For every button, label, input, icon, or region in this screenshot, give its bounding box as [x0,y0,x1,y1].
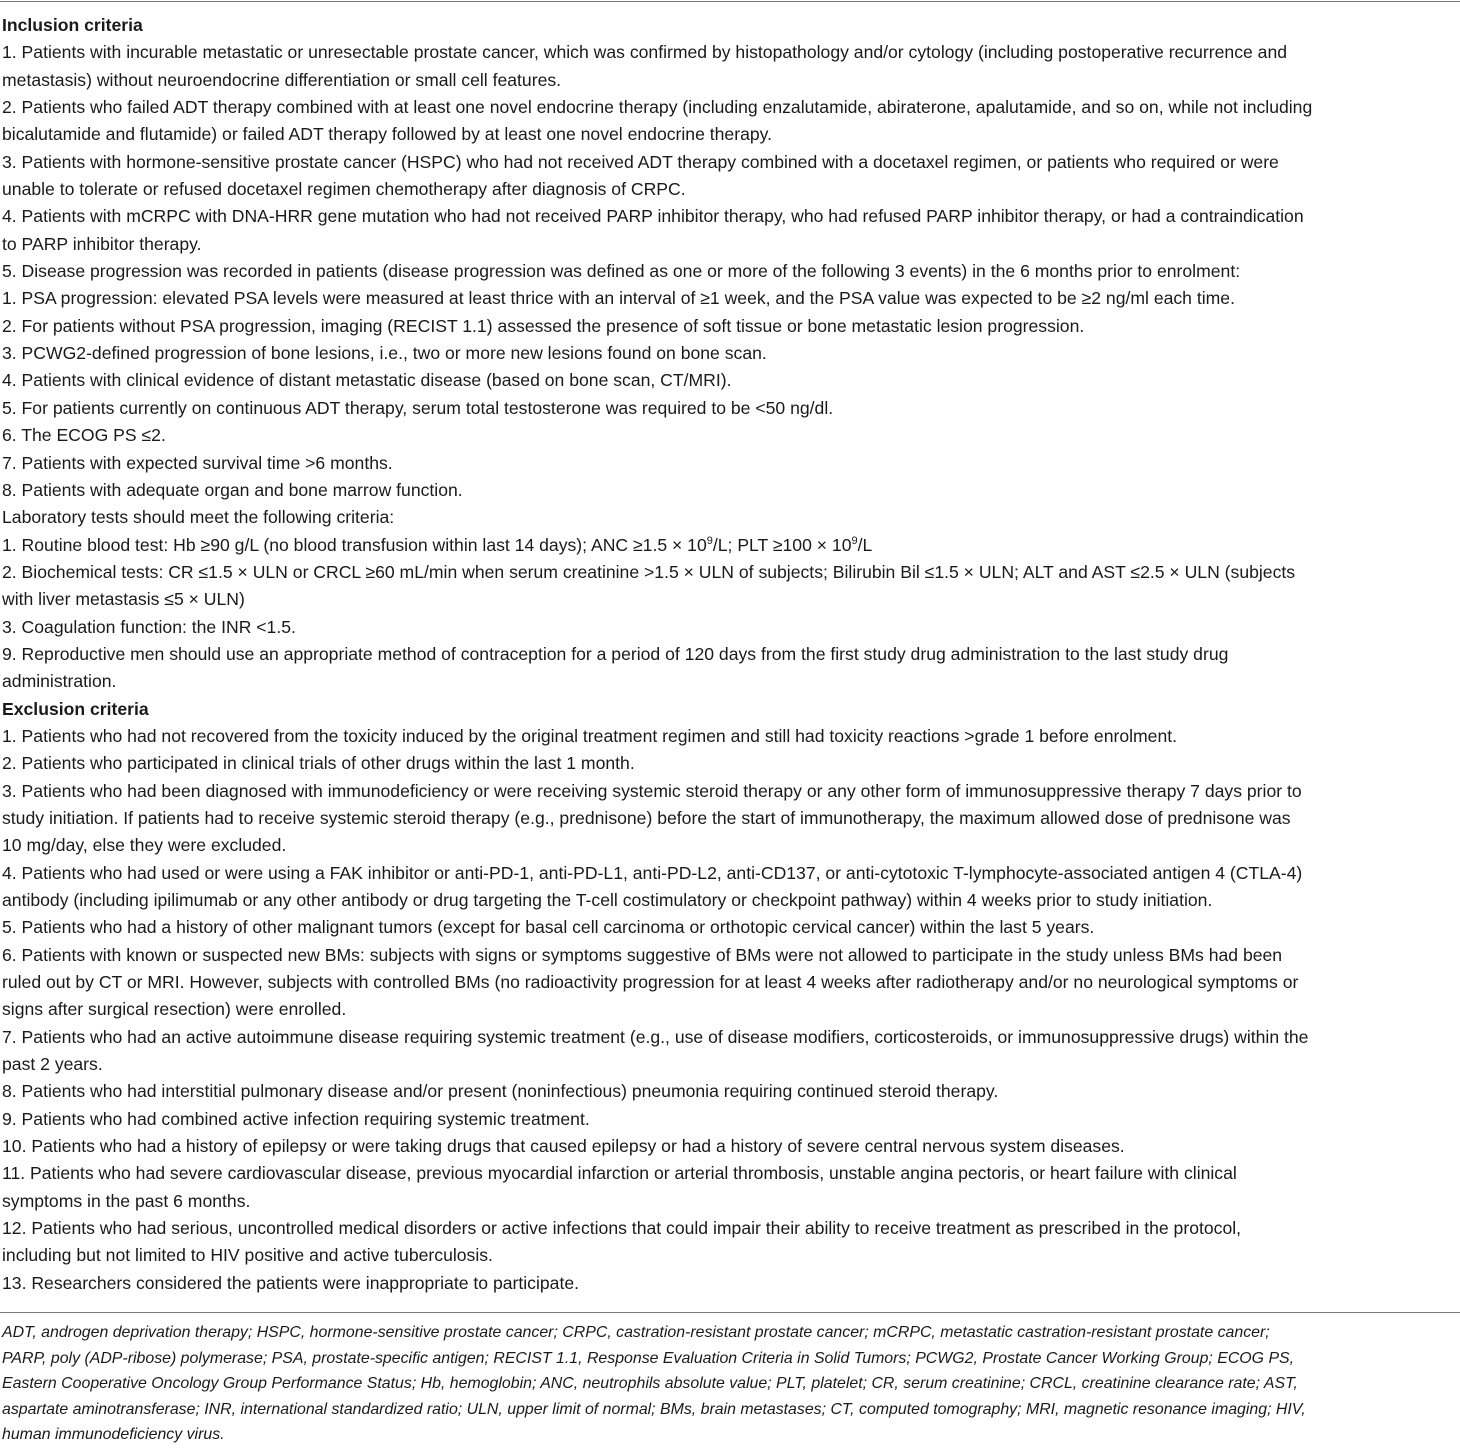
exclusion-line: 3. Patients who had been diagnosed with immunodeficiency or were receiving systemic steroid therapy or any other form of immunosuppressive therapy 7 days prior to [2,780,1302,801]
exclusion-line: 6. Patients with known or suspected new BMs: subjects with signs or symptoms suggestive of BMs were not allowed to participate in the study unless BMs had been [2,944,1283,965]
criteria-body [2,12,1458,1297]
footnote-line: ADT, androgen deprivation therapy; HSPC, hormone-sensitive prostate cancer; CRPC, castration-resistant prostate cancer; mCRPC, metastatic castration-resistant prostate cancer; [2,1324,1270,1341]
inclusion-line: with liver metastasis ≤5 × ULN) [2,589,245,610]
exclusion-line: 5. Patients who had a history of other malignant tumors (except for basal cell carcinoma or orthotopic cervical cancer) within the last 5 years. [2,917,1095,938]
footnote-line: human immunodeficiency virus. [2,1426,225,1444]
blood-test-text: /L [857,534,873,555]
inclusion-line: 3. Patients with hormone-sensitive prostate cancer (HSPC) who had not received ADT therapy combined with a docetaxel regimen, or patients who required or were [2,151,1279,172]
exclusion-line: signs after surgical resection) were enrolled. [2,999,347,1020]
footnote-line: PARP, poly (ADP-ribose) polymerase; PSA, prostate-specific antigen; RECIST 1.1, Response Evaluation Criteria in Solid Tumors; PCWG2, Prostate Cancer Working Group; ECOG PS, [2,1349,1295,1367]
superscript: 9 [851,534,858,547]
inclusion-line: 4. Patients with clinical evidence of distant metastatic disease (based on bone scan, CT/MRI). [2,370,732,391]
exclusion-line: ruled out by CT or MRI. However, subjects with controlled BMs (no radioactivity progression for at least 4 weeks after radiotherapy and/or no neurological symptoms or [2,972,1299,993]
inclusion-line: 5. For patients currently on continuous ADT therapy, serum total testosterone was required to be <50 ng/dl. [2,397,834,418]
inclusion-line: administration. [2,671,117,692]
inclusion-line: unable to tolerate or refused docetaxel regimen chemotherapy after diagnosis of CRPC. [2,179,686,200]
inclusion-line: 1. Patients with incurable metastatic or unresectable prostate cancer, which was confirmed by histopathology and/or cytology (including postoperative recurrence and [2,42,1288,63]
inclusion-line: bicalutamide and flutamide) or failed ADT therapy followed by at least one novel endocrine therapy. [2,124,773,145]
exclusion-line: 10 mg/day, else they were excluded. [2,835,287,856]
inclusion-line: 3. Coagulation function: the INR <1.5. [2,616,296,637]
exclusion-line: study initiation. If patients had to receive systemic steroid therapy (e.g., prednisone) before the start of immunotherapy, the maximum allowed dose of prednisone was [2,807,1291,828]
blood-test-text: 1. Routine blood test: Hb ≥90 g/L (no blood transfusion within last 14 days); ANC ≥1.5 × 10 [2,534,707,555]
exclusion-line: including but not limited to HIV positive and active tuberculosis. [2,1245,493,1266]
inclusion-line: 1. PSA progression: elevated PSA levels were measured at least thrice with an interval of ≥1 week, and the PSA value was expected to be ≥2 ng/ml each time. [2,288,1235,309]
inclusion-line: 2. Patients who failed ADT therapy combined with at least one novel endocrine therapy (including enzalutamide, abiraterone, apalutamide, and so on, while not including [2,97,1313,118]
inclusion-line: to PARP inhibitor therapy. [2,233,202,254]
inclusion-heading: Inclusion criteria [2,15,143,35]
inclusion-line: 2. Biochemical tests: CR ≤1.5 × ULN or CRCL ≥60 mL/min when serum creatinine >1.5 × ULN of subjects; Bilirubin Bil ≤1.5 × ULN; ALT and AST ≤2.5 × ULN (subjects [2,561,1296,582]
exclusion-line: antibody (including ipilimumab or any other antibody or drug targeting the T-cell costimulatory or checkpoint pathway) within 4 weeks prior to study initiation. [2,890,1213,910]
exclusion-line: 10. Patients who had a history of epilepsy or were taking drugs that caused epilepsy or had a history of severe central nervous system diseases. [2,1136,1125,1157]
inclusion-line: 4. Patients with mCRPC with DNA-HRR gene mutation who had not received PARP inhibitor therapy, who had refused PARP inhibitor therapy, or had a contraindication [2,206,1304,227]
exclusion-line: symptoms in the past 6 months. [2,1190,251,1211]
abbreviations-footnote [2,1320,1458,1448]
exclusion-line: 11. Patients who had severe cardiovascular disease, previous myocardial infarction or arterial thrombosis, unstable angina pectoris, or heart failure with clinical [2,1163,1237,1184]
exclusion-line: past 2 years. [2,1054,103,1075]
inclusion-line: 9. Reproductive men should use an appropriate method of contraception for a period of 120 days from the first study drug administration to the last study drug [2,643,1229,664]
inclusion-line: 8. Patients with adequate organ and bone marrow function. [2,479,463,500]
exclusion-line: 8. Patients who had interstitial pulmonary disease and/or present (noninfectious) pneumonia requiring continued steroid therapy. [2,1081,999,1102]
inclusion-line: 7. Patients with expected survival time >6 months. [2,452,393,473]
footnote-line: aspartate aminotransferase; INR, international standardized ratio; ULN, upper limit of normal; BMs, brain metastases; CT, computed tomography; MRI, magnetic resonance imaging; HIV, [2,1400,1306,1418]
exclusion-line: 9. Patients who had combined active infection requiring systemic treatment. [2,1108,590,1129]
footnote-line: Eastern Cooperative Oncology Group Performance Status; Hb, hemoglobin; ANC, neutrophils absolute value; PLT, platelet; CR, serum creatinine; CRCL, creatinine clearance rate; AST, [2,1375,1298,1393]
inclusion-line: metastasis) without neuroendocrine differentiation or small cell features. [2,69,562,90]
exclusion-line: 7. Patients who had an active autoimmune disease requiring systemic treatment (e.g., use of disease modifiers, corticosteroids, or immunosuppressive drugs) within the [2,1026,1309,1047]
superscript: 9 [706,534,713,547]
exclusion-list [2,723,1458,1297]
exclusion-line: 4. Patients who had used or were using a FAK inhibitor or anti-PD-1, anti-PD-L1, anti-PD-L2, anti-CD137, or anti-cytotoxic T-lymphocyte-associated antigen 4 (CTLA-4) [2,862,1303,883]
inclusion-list [2,39,1458,695]
inclusion-line: 6. The ECOG PS ≤2. [2,425,166,446]
exclusion-line: 2. Patients who participated in clinical trials of other drugs within the last 1 month. [2,753,635,774]
blood-test-text: /L; PLT ≥100 × 10 [712,534,852,555]
blood-test-line [2,532,1458,559]
inclusion-line: 3. PCWG2-defined progression of bone lesions, i.e., two or more new lesions found on bone scan. [2,343,767,364]
exclusion-line: 12. Patients who had serious, uncontrolled medical disorders or active infections that could impair their ability to receive treatment as prescribed in the protocol, [2,1218,1242,1239]
inclusion-line: 5. Disease progression was recorded in patients (disease progression was defined as one or more of the following 3 events) in the 6 months prior to enrolment: [2,261,1241,282]
exclusion-heading: Exclusion criteria [2,698,149,719]
top-rule [0,1,1460,2]
footnote-rule [0,1312,1460,1313]
inclusion-line: Laboratory tests should meet the following criteria: [2,507,395,528]
inclusion-line: 2. For patients without PSA progression, imaging (RECIST 1.1) assessed the presence of soft tissue or bone metastatic lesion progression. [2,315,1085,336]
exclusion-line: 13. Researchers considered the patients were inappropriate to participate. [2,1272,580,1293]
exclusion-line: 1. Patients who had not recovered from the toxicity induced by the original treatment regimen and still had toxicity reactions >grade 1 before enrolment. [2,725,1178,746]
